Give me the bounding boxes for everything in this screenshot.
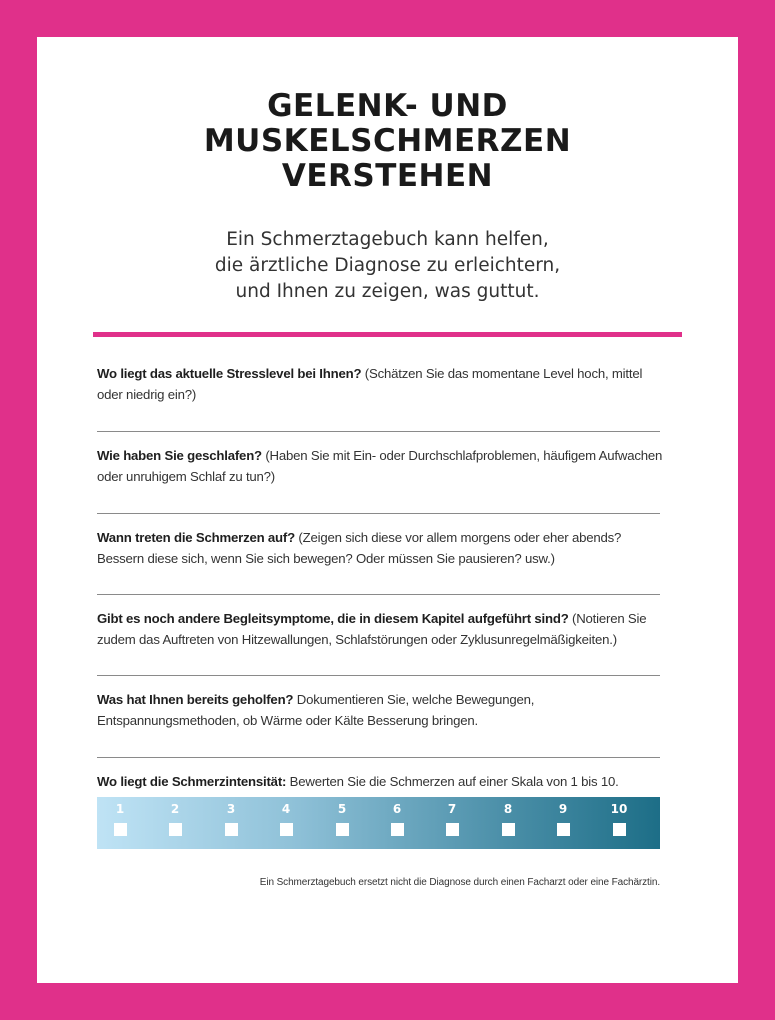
scale-checkbox[interactable]: [557, 823, 570, 836]
subtitle-line: und Ihnen zu zeigen, was guttut.: [235, 281, 540, 302]
question-text: (Schätzen Sie das momentane Level hoch, mittel oder niedrig ein?): [97, 366, 643, 402]
question-stress: [97, 363, 665, 405]
question-bold: Gibt es noch andere Begleitsymptome, die in diesem Kapitel aufgeführt sind?: [97, 611, 569, 626]
scale-checkbox[interactable]: [114, 823, 127, 836]
scale-step[interactable]: [275, 797, 297, 849]
question-symptoms: [97, 608, 665, 650]
scale-step[interactable]: [552, 797, 574, 849]
scale-step[interactable]: [497, 797, 519, 849]
scale-checkbox[interactable]: [336, 823, 349, 836]
title-line: GELENK- UND: [267, 88, 508, 124]
subtitle: [37, 227, 738, 305]
page-sheet: [37, 37, 738, 983]
scale-number: 5: [337, 802, 347, 816]
scale-checkbox[interactable]: [391, 823, 404, 836]
question-text: (Zeigen sich diese vor allem morgens oder eher abends? Bessern diese sich, wenn Sie sich bewegen? Oder müssen Sie pausieren? usw.): [97, 530, 622, 566]
scale-step[interactable]: [164, 797, 186, 849]
question-bold: Wo liegt das aktuelle Stresslevel bei Ihnen?: [97, 366, 362, 381]
scale-checkbox[interactable]: [280, 823, 293, 836]
subtitle-line: Ein Schmerztagebuch kann helfen,: [226, 229, 549, 250]
pain-scale: [97, 797, 660, 849]
scale-number: 6: [392, 802, 402, 816]
answer-line-helped[interactable]: [97, 757, 660, 758]
scale-number: 3: [226, 802, 236, 816]
scale-step[interactable]: [386, 797, 408, 849]
scale-checkbox[interactable]: [169, 823, 182, 836]
question-text: (Haben Sie mit Ein- oder Durchschlafproblemen, häufigem Aufwachen oder unruhigem Schlaf zu tun?): [97, 448, 663, 484]
question-bold: Wie haben Sie geschlafen?: [97, 448, 262, 463]
question-helped: [97, 689, 665, 731]
scale-step[interactable]: [109, 797, 131, 849]
scale-checkbox[interactable]: [613, 823, 626, 836]
question-pain-timing: [97, 527, 665, 569]
scale-checkbox[interactable]: [225, 823, 238, 836]
question-text: (Notieren Sie zudem das Auftreten von Hitzewallungen, Schlafstörungen oder Zyklusunregelmäßigkeiten.): [97, 611, 647, 647]
scale-number: 1: [115, 802, 125, 816]
question-bold: Wann treten die Schmerzen auf?: [97, 530, 295, 545]
answer-line-pain-timing[interactable]: [97, 594, 660, 595]
scale-step[interactable]: [608, 797, 630, 849]
scale-step[interactable]: [331, 797, 353, 849]
pink-divider: [93, 332, 682, 337]
scale-number: 4: [281, 802, 291, 816]
answer-line-stress[interactable]: [97, 431, 660, 432]
scale-step[interactable]: [441, 797, 463, 849]
scale-number: 8: [503, 802, 513, 816]
question-bold: Wo liegt die Schmerzintensität:: [97, 774, 287, 789]
title-line: MUSKELSCHMERZEN: [203, 123, 572, 159]
question-text: Bewerten Sie die Schmerzen auf einer Skala von 1 bis 10.: [286, 774, 619, 789]
question-text: Dokumentieren Sie, welche Bewegungen, Entspannungsmethoden, ob Wärme oder Kälte Besserung bringen.: [97, 692, 535, 728]
scale-checkbox[interactable]: [502, 823, 515, 836]
subtitle-line: die ärztliche Diagnose zu erleichtern,: [214, 255, 561, 276]
scale-step[interactable]: [220, 797, 242, 849]
title-line: VERSTEHEN: [281, 158, 494, 194]
scale-number: 9: [558, 802, 568, 816]
scale-checkbox[interactable]: [446, 823, 459, 836]
scale-number: 7: [447, 802, 457, 816]
scale-number: 10: [610, 802, 628, 816]
footnote: Ein Schmerztagebuch ersetzt nicht die Diagnose durch einen Facharzt oder eine Fachärztin.: [259, 877, 660, 888]
question-sleep: [97, 445, 665, 487]
answer-line-sleep[interactable]: [97, 513, 660, 514]
question-intensity: [97, 771, 665, 792]
page-title: [37, 89, 738, 194]
question-bold: Was hat Ihnen bereits geholfen?: [97, 692, 294, 707]
answer-line-symptoms[interactable]: [97, 675, 660, 676]
scale-number: 2: [170, 802, 180, 816]
